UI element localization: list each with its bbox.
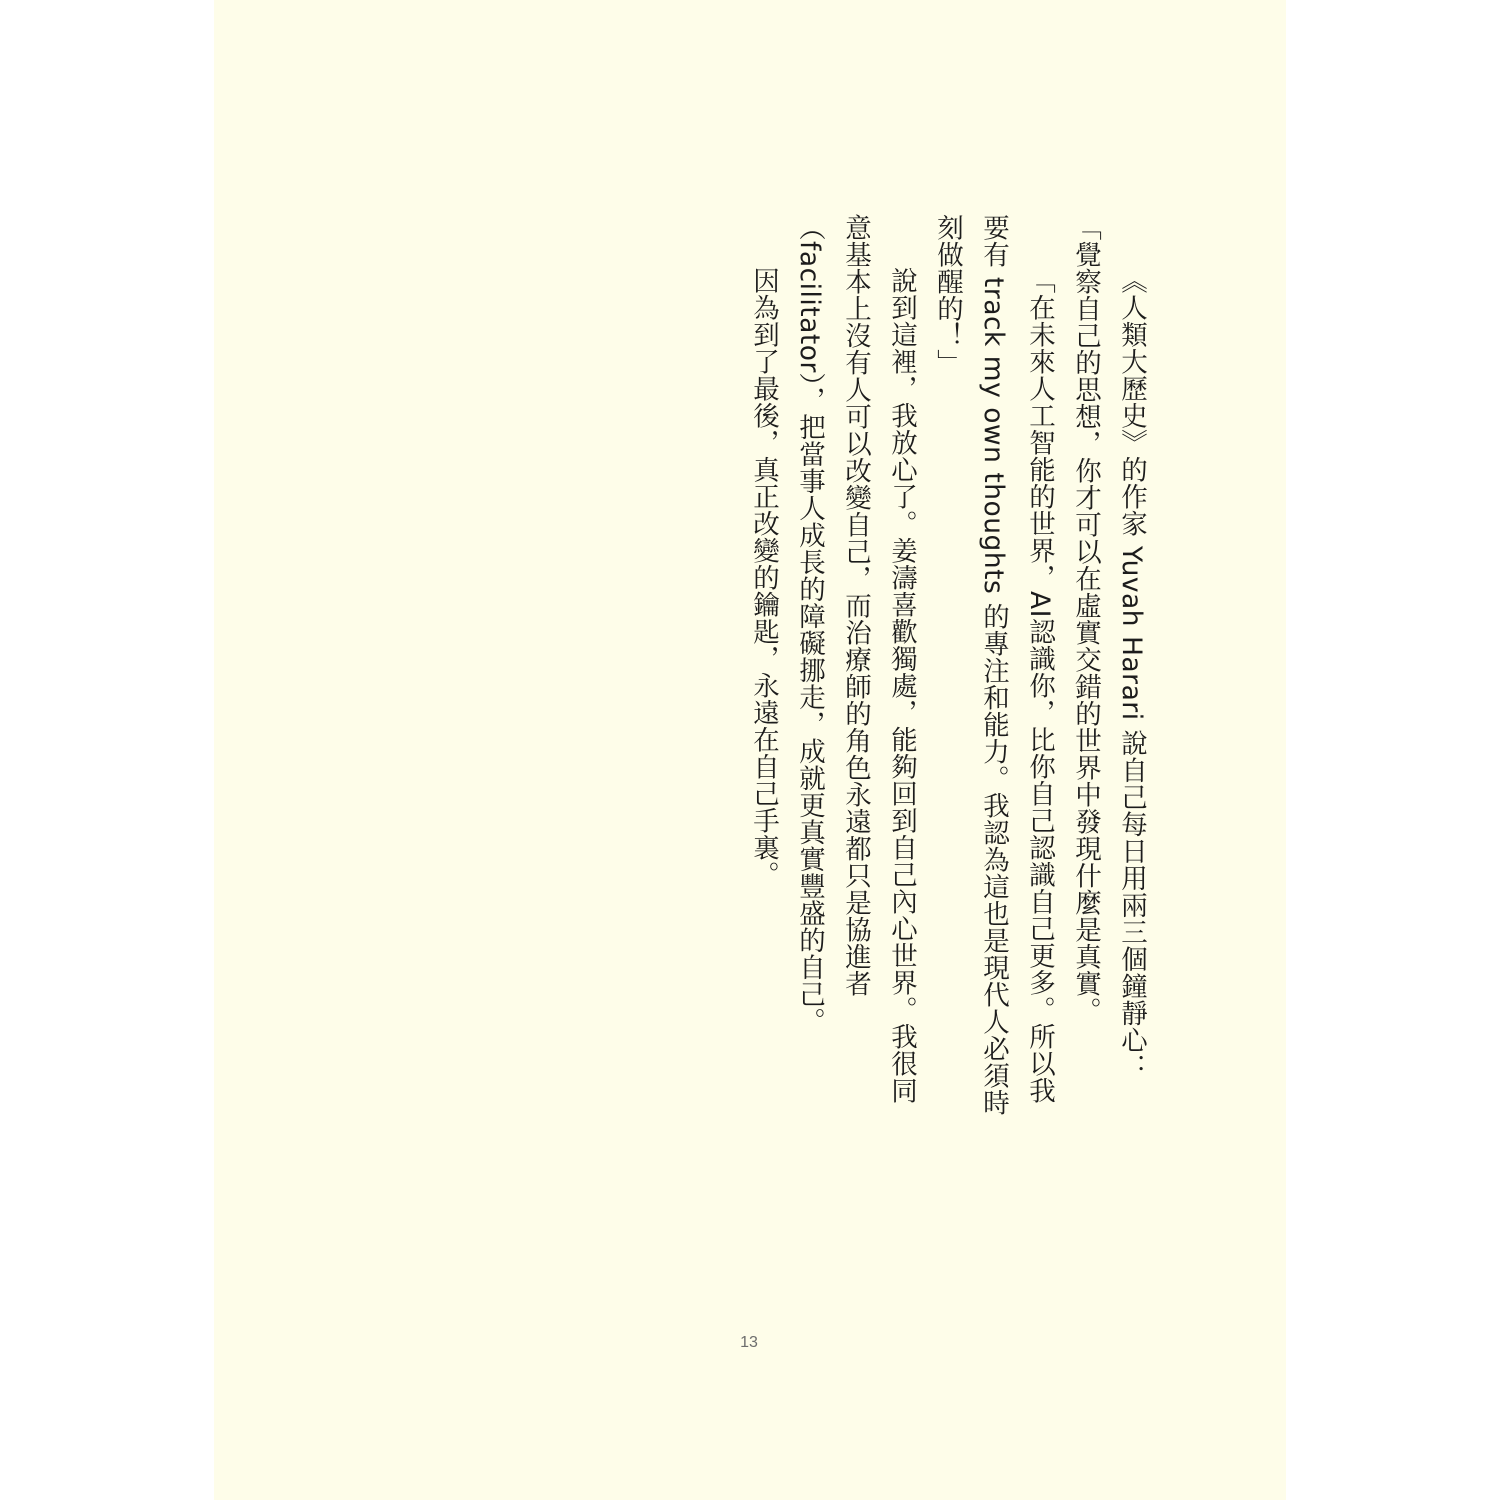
paragraph-ai-quote: 「在未來人工智能的世界，AI認識你，比你自己認識自己更多。所以我要有 track my own thoughts 的專注和能力。我認為這也是現代人必須時刻做醒的！」 xyxy=(932,214,1055,1117)
paragraph-harari-quote: 《人類大歷史》的作家 Yuvah Harari 說自己每日用兩三個鐘靜心：「覺察自己的思想，你才可以在虛實交錯的世界中發現什麼是真實。 xyxy=(1070,214,1147,1081)
paragraph-conclusion: 因為到了最後，真正改變的鑰匙，永遠在自己手裏。 xyxy=(748,267,779,888)
paragraph-facilitator: 說到這裡，我放心了。姜濤喜歡獨處，能夠回到自己內心世界。我很同意基本上沒有人可以改變自己，而治療師的角色永遠都只是協進者（facilitator），把當事人成長的障礙挪走，成就更真實豐盛的自己。 xyxy=(794,214,917,1104)
book-page xyxy=(214,0,1286,1500)
vertical-body-text xyxy=(740,214,1154,1124)
page-number: 13 xyxy=(740,1334,758,1351)
